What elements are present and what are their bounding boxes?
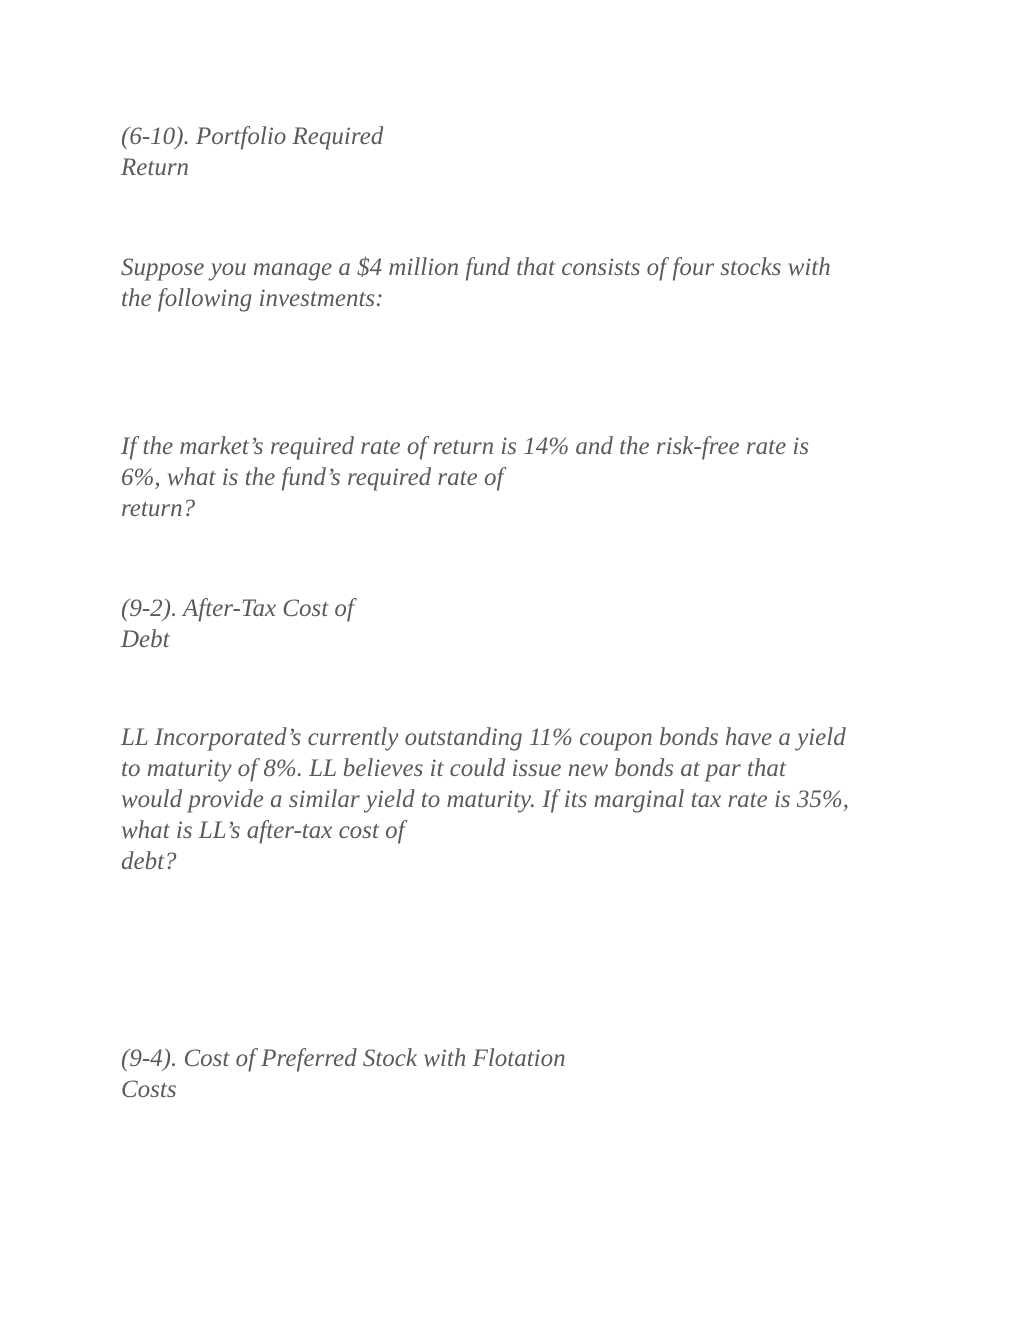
problem-text-line: would provide a similar yield to maturity. If its marginal tax rate is 35%, — [121, 786, 849, 813]
section-heading-after-tax-cost-of-debt: (9-2). After-Tax Cost of — [121, 595, 354, 622]
problem-text-line: to maturity of 8%. LL believes it could issue new bonds at par that — [121, 755, 786, 782]
section-heading-after-tax-cost-of-debt-cont: Debt — [121, 626, 170, 653]
section-heading-cost-of-preferred-stock: (9-4). Cost of Preferred Stock with Flotation — [121, 1045, 566, 1072]
question-text-line: return? — [121, 495, 196, 522]
section-heading-cost-of-preferred-stock-cont: Costs — [121, 1076, 177, 1103]
problem-text-line: Suppose you manage a $4 million fund that consists of four stocks with — [121, 254, 831, 281]
problem-text-line: the following investments: — [121, 285, 384, 312]
section-heading-portfolio-required-return-cont: Return — [121, 154, 190, 181]
section-heading-portfolio-required-return: (6-10). Portfolio Required — [121, 123, 384, 150]
problem-text-line: debt? — [121, 848, 177, 875]
problem-text-line: LL Incorporated’s currently outstanding 11% coupon bonds have a yield — [121, 724, 846, 751]
question-text-line: 6%, what is the fund’s required rate of — [121, 464, 504, 491]
problem-text-line: what is LL’s after-tax cost of — [121, 817, 405, 844]
question-text-line: If the market’s required rate of return is 14% and the risk-free rate is — [121, 433, 810, 460]
